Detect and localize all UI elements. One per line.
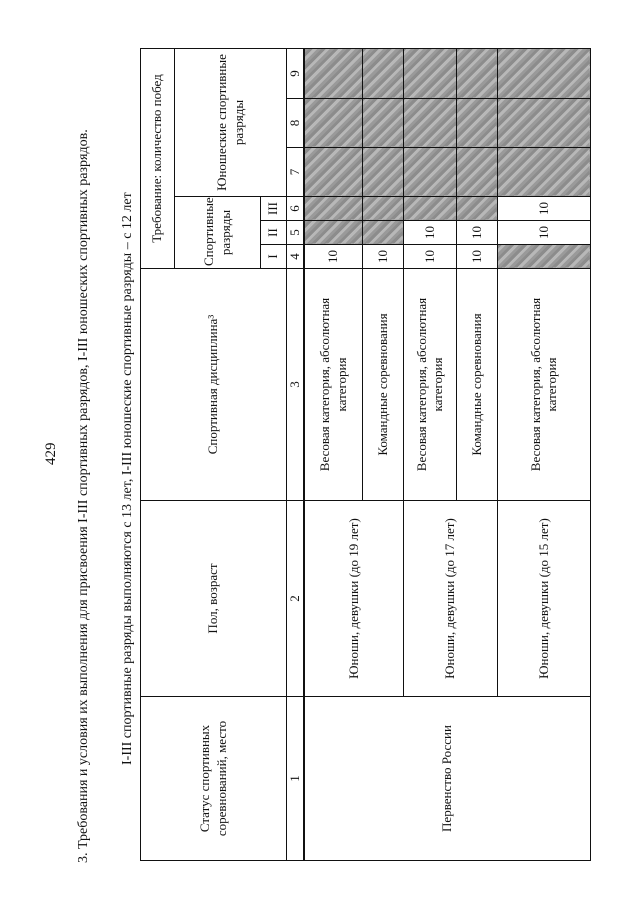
column-number: 1 — [287, 697, 305, 861]
header-sport-ranks: Спортивные разряды — [175, 197, 261, 269]
value-cell: 10 — [497, 221, 590, 245]
shaded-cell — [497, 148, 590, 197]
discipline-cell: Командные соревнования — [456, 269, 497, 501]
shaded-cell — [362, 99, 403, 148]
shaded-cell — [304, 221, 362, 245]
column-number: 5 — [287, 221, 305, 245]
shaded-cell — [456, 148, 497, 197]
shaded-cell — [304, 99, 362, 148]
column-number: 8 — [287, 99, 305, 148]
shaded-cell — [403, 48, 456, 98]
header-discipline: Спортивная дисциплина³ — [141, 269, 287, 501]
value-cell: 10 — [456, 245, 497, 269]
column-number: 9 — [287, 48, 305, 98]
column-number: 6 — [287, 197, 305, 221]
requirements-table — [140, 48, 591, 861]
shaded-cell — [403, 99, 456, 148]
shaded-cell — [362, 221, 403, 245]
shaded-cell — [456, 197, 497, 221]
sex-age-cell: Юноши, девушки (до 19 лет) — [304, 501, 403, 697]
value-cell: 10 — [403, 221, 456, 245]
shaded-cell — [403, 197, 456, 221]
value-cell: 10 — [497, 197, 590, 221]
discipline-cell: Весовая категория, абсолютная категория — [304, 269, 362, 501]
shaded-cell — [456, 99, 497, 148]
header-sport-rank-3: III — [261, 197, 287, 221]
status-cell: Первенство России — [304, 697, 590, 861]
value-cell: 10 — [304, 245, 362, 269]
shaded-cell — [304, 197, 362, 221]
page-number: 429 — [43, 442, 59, 465]
discipline-cell: Весовая категория, абсолютная категория — [403, 269, 456, 501]
shaded-cell — [497, 245, 590, 269]
discipline-cell: Командные соревнования — [362, 269, 403, 501]
header-youth-ranks: Юношеские спортивные разряды — [175, 48, 287, 196]
value-cell: 10 — [456, 221, 497, 245]
column-number: 2 — [287, 501, 305, 697]
shaded-cell — [362, 197, 403, 221]
value-cell: 10 — [362, 245, 403, 269]
section-heading: 3. Требования и условия их выполнения для присвоения I-III спортивных разрядов, I-III юношеских спортивных разрядов. — [76, 129, 91, 863]
shaded-cell — [497, 48, 590, 98]
shaded-cell — [403, 148, 456, 197]
table-caption: I-III спортивные разряды выполняются с 13 лет, I-III юношеские спортивные разряды – с 12 лет — [120, 192, 135, 765]
header-sex-age: Пол, возраст — [141, 501, 287, 697]
sex-age-cell: Юноши, девушки (до 17 лет) — [403, 501, 497, 697]
header-status: Статус спортивных соревнований, место — [141, 697, 287, 861]
shaded-cell — [304, 48, 362, 98]
header-sport-rank-2: II — [261, 221, 287, 245]
shaded-cell — [304, 148, 362, 197]
shaded-cell — [456, 48, 497, 98]
column-number: 7 — [287, 148, 305, 197]
header-sport-rank-1: I — [261, 245, 287, 269]
shaded-cell — [362, 48, 403, 98]
shaded-cell — [497, 99, 590, 148]
sex-age-cell: Юноши, девушки (до 15 лет) — [497, 501, 590, 697]
discipline-cell: Весовая категория, абсолютная категория — [497, 269, 590, 501]
column-number: 4 — [287, 245, 305, 269]
shaded-cell — [362, 148, 403, 197]
column-number: 3 — [287, 269, 305, 501]
value-cell: 10 — [403, 245, 456, 269]
header-requirement: Требование: количество побед — [141, 48, 175, 268]
